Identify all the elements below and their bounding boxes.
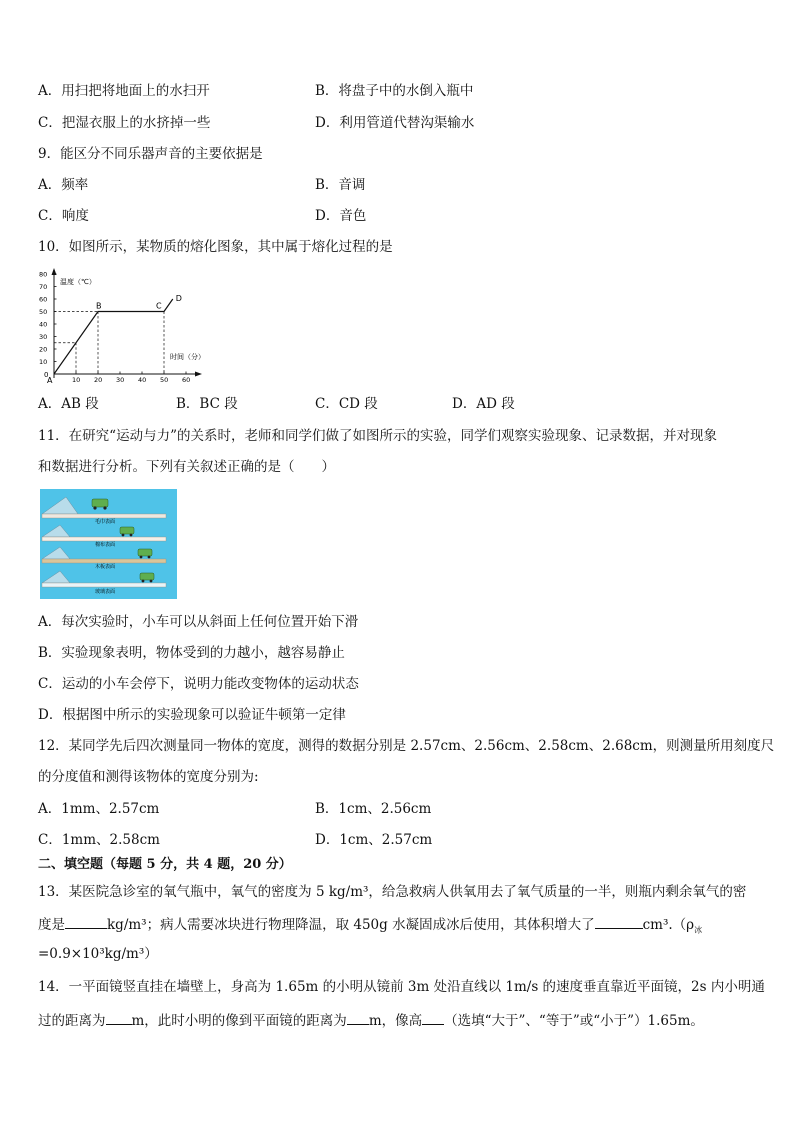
point-label-c: C <box>156 301 162 311</box>
q14-line1: 14．一平面镜竖直挂在墙壁上，身高为 1.65m 的小明从镜前 3m 处沿直线以 1m/s 的速度垂直靠近平面镜，2s 内小明通 <box>38 979 765 995</box>
q13-blank-1[interactable] <box>65 914 107 929</box>
q12-option-c: C．1mm、2.58cm <box>38 832 160 848</box>
q10-option-c: C．CD 段 <box>315 396 378 412</box>
q9-option-a: A．频率 <box>38 177 89 193</box>
q13-text-c: cm³.（ρ <box>642 917 695 933</box>
x-tick-label: 60 <box>182 376 191 384</box>
y-tick-label: 50 <box>39 308 48 316</box>
q14-blank-3[interactable] <box>422 1010 444 1025</box>
q13-line3: =0.9×10³kg/m³） <box>38 946 158 962</box>
q8-option-a: A．用扫把将地面上的水扫开 <box>38 83 210 99</box>
x-tick-label: 30 <box>116 376 125 384</box>
point-label-a: A <box>47 376 53 384</box>
q11-option-a: A．每次实验时，小车可以从斜面上任何位置开始下滑 <box>38 614 359 630</box>
x-tick-label: 50 <box>160 376 169 384</box>
q9-option-c: C．响度 <box>38 208 89 224</box>
x-tick-label: 40 <box>138 376 147 384</box>
q12-stem-line2: 的分度值和测得该物体的宽度分别为: <box>38 769 259 785</box>
q8-option-d: D．利用管道代替沟渠输水 <box>315 115 475 131</box>
section-2-heading: 二、填空题（每题 5 分，共 4 题，20 分） <box>38 857 292 872</box>
surface-label-3: 木板表面 <box>95 564 116 570</box>
q13-ice-subscript: 冰 <box>694 925 703 935</box>
melting-graph <box>36 262 208 384</box>
q13-line2 <box>38 914 702 940</box>
q14-text-a: 过的距离为 <box>38 1013 106 1029</box>
q14-line2 <box>38 1010 704 1030</box>
x-axis-arrow <box>195 372 202 377</box>
q14-blank-2[interactable] <box>347 1010 369 1025</box>
x-tick-label: 10 <box>72 376 81 384</box>
q11-stem-line2: 和数据进行分析。下列有关叙述正确的是（ ） <box>38 459 335 475</box>
q10-option-b: B．BC 段 <box>176 396 238 412</box>
q9-option-d: D．音色 <box>315 208 367 224</box>
q14-blank-1[interactable] <box>106 1010 132 1025</box>
q12-option-a: A．1mm、2.57cm <box>38 801 160 817</box>
q8-option-b: B．将盘子中的水倒入瓶中 <box>315 83 474 99</box>
point-label-d: D <box>175 294 182 303</box>
x-tick-label: 20 <box>94 376 103 384</box>
surface-label-2: 棉布表面 <box>95 542 116 548</box>
y-axis-arrow <box>52 268 57 275</box>
q11-option-d: D．根据图中所示的实验现象可以验证牛顿第一定律 <box>38 707 346 723</box>
q9-stem: 9．能区分不同乐器声音的主要依据是 <box>38 146 263 162</box>
q11-stem-line1: 11．在研究“运动与力”的关系时，老师和同学们做了如图所示的实验，同学们观察实验现象、记录数据，并对现象 <box>38 428 717 444</box>
surface-label-4: 玻璃表面 <box>95 589 116 595</box>
q12-stem-line1: 12．某同学先后四次测量同一物体的宽度，测得的数据分别是 2.57cm、2.56cm、2.58cm、2.68cm，则测量所用刻度尺 <box>38 738 775 754</box>
q13-text-a: 度是 <box>38 917 65 933</box>
q10-option-d: D．AD 段 <box>452 396 515 412</box>
y-tick-label: 30 <box>39 333 48 341</box>
q13-line1: 13．某医院急诊室的氧气瓶中，氧气的密度为 5 kg/m³，给急救病人供氧用去了氧气质量的一半，则瓶内剩余氧气的密 <box>38 884 747 900</box>
cart-incline-experiment <box>40 489 177 599</box>
y-tick-label: 40 <box>39 320 48 329</box>
q14-text-b: m，此时小明的像到平面镜的距离为 <box>131 1013 347 1029</box>
y-tick-label: 70 <box>39 283 48 291</box>
q14-text-d: （选填“大于”、“等于”或“小于”）1.65m。 <box>444 1013 704 1029</box>
x-axis-label: 时间（分） <box>170 353 205 361</box>
y-axis-label: 温度（℃） <box>60 278 96 286</box>
q11-option-b: B．实验现象表明，物体受到的力越小，越容易静止 <box>38 645 345 661</box>
melting-curve <box>54 299 173 374</box>
y-tick-label: 10 <box>39 358 48 366</box>
q8-option-c: C．把湿衣服上的水挤掉一些 <box>38 115 211 131</box>
q10-option-a: A．AB 段 <box>38 396 99 412</box>
q12-option-d: D．1cm、2.57cm <box>315 832 433 848</box>
surface-label-1: 毛巾表面 <box>95 519 116 525</box>
y-tick-label: 20 <box>39 345 48 354</box>
origin-label: 0 <box>44 371 49 379</box>
point-label-b: B <box>96 301 102 311</box>
q9-option-b: B．音调 <box>315 177 366 193</box>
q13-blank-2[interactable] <box>595 914 643 929</box>
q13-text-b: kg/m³；病人需要冰块进行物理降温，取 450g 水凝固成冰后使用，其体积增大了 <box>107 917 595 933</box>
q14-text-c: m，像高 <box>368 1013 423 1029</box>
y-tick-label: 80 <box>39 270 48 279</box>
y-tick-label: 60 <box>39 295 48 304</box>
q10-stem: 10．如图所示，某物质的熔化图象，其中属于熔化过程的是 <box>38 239 393 255</box>
q11-option-c: C．运动的小车会停下，说明力能改变物体的运动状态 <box>38 676 359 692</box>
q12-option-b: B．1cm、2.56cm <box>315 801 432 817</box>
